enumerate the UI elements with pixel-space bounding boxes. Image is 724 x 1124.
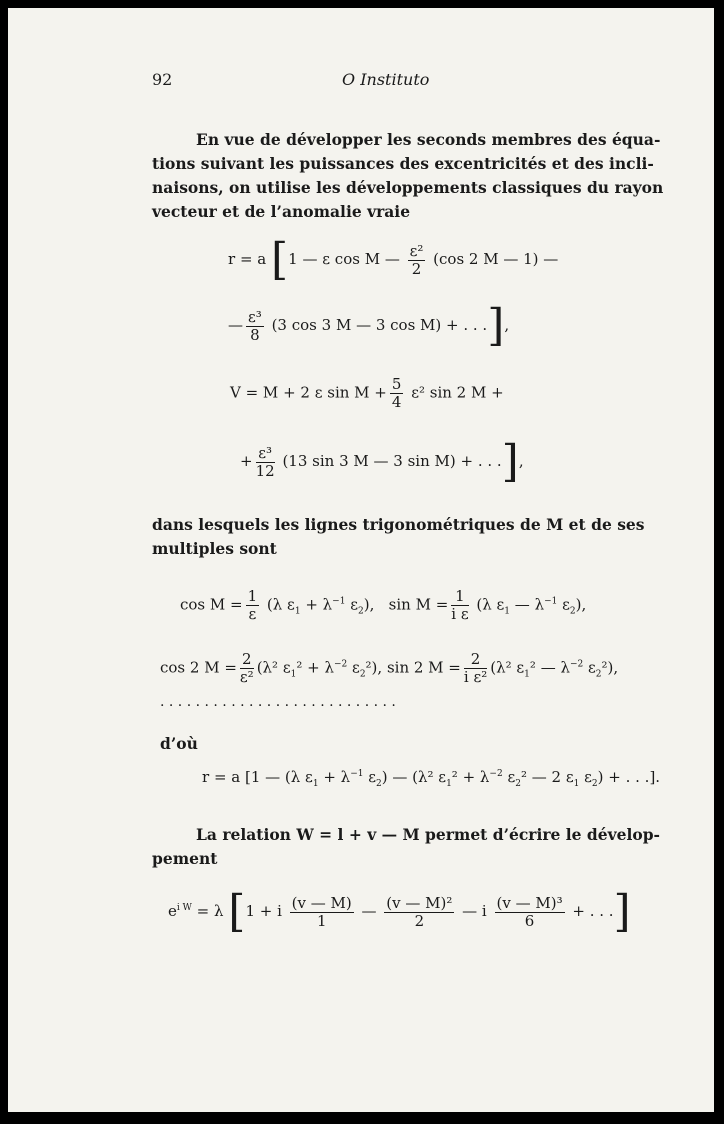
- equation-r-line1: r = a [1 — ε cos M — $\frac{\text{ε²}}{2}$ (cos 2 M — 1) —: [228, 234, 559, 285]
- text-line: multiples sont: [152, 539, 277, 558]
- paragraph-intro: [152, 128, 664, 224]
- text-line: En vue de développer les seconds membres des équa-: [196, 130, 661, 149]
- ellipsis-row: . . . . . . . . . . . . . . . . . . . . . . . . . . .: [160, 694, 396, 710]
- equation-v-line2: + $\frac{\text{ε³}}{12}$ (13 sin 3 M — 3 sin M) + . . .],: [240, 436, 524, 487]
- text-line: tions suivant les puissances des excentricités et des incli-: [152, 154, 654, 173]
- text-line: dans lesquels les lignes trigonométriques de M et de ses: [152, 515, 645, 534]
- equation-exp-iw: $e^{i W} = \lambda$ [1 + i $\frac{(v — M)}{1}$ — $\frac{\text{(v — M)²}}{2}$ — i $\frac{\text{(v — M)³}}{6}$ + . . .]: [168, 886, 631, 937]
- equation-cos-sin-m: cos M = $\frac{1}{\varepsilon}$ (λ $\varepsilon_1 + \lambda^{-1}$ $\varepsilon_2$), sin M = $\frac{1}{\text{i ε}}$ (λ $\varepsilon_1$ — $\lambda^{-1}$ $\varepsilon_2$),: [180, 587, 587, 623]
- text-line: vecteur et de l’anomalie vraie: [152, 202, 411, 221]
- paragraph-multiples: [152, 513, 645, 561]
- text-dou: d’où: [160, 734, 198, 753]
- page-number: 92: [152, 70, 173, 89]
- text-line: naisons, on utilise les développements classiques du rayon: [152, 178, 664, 197]
- equation-cos-sin-2m: cos 2 M = $\frac{2}{\text{ε²}}$ (λ² $\varepsilon_1^2 + \lambda^{-2}$ $\varepsilon_2^2$), sin 2 M = $\frac{2}{\text{i ε²}}$ (λ² $\varepsilon_1^2$ — $\lambda^{-2}$ $\varepsilon_2^2$),: [160, 650, 619, 686]
- equation-v-line1: V = M + 2 ε sin M + $\frac{5}{4}$ ε² sin 2 M +: [230, 375, 504, 411]
- running-head: O Instituto: [342, 70, 430, 89]
- paragraph-relation: [152, 823, 660, 871]
- text-line: pement: [152, 849, 218, 868]
- equation-r-line2: — $\frac{\text{ε³}}{8}$ (3 cos 3 M — 3 cos M) + . . .],: [228, 300, 510, 351]
- equation-r-expansion: r = a [1 — (λ $\varepsilon_1 + \lambda^{-1}$ $\varepsilon_2$) — (λ² $\varepsilon_1^2 + \lambda^{-2}$ $\varepsilon_2^2$ — 2 $\varepsilon_1$ $\varepsilon_2$) + . . .].: [202, 768, 661, 789]
- text-line: La relation W = l + v — M permet d’écrire le dévelop-: [196, 825, 660, 844]
